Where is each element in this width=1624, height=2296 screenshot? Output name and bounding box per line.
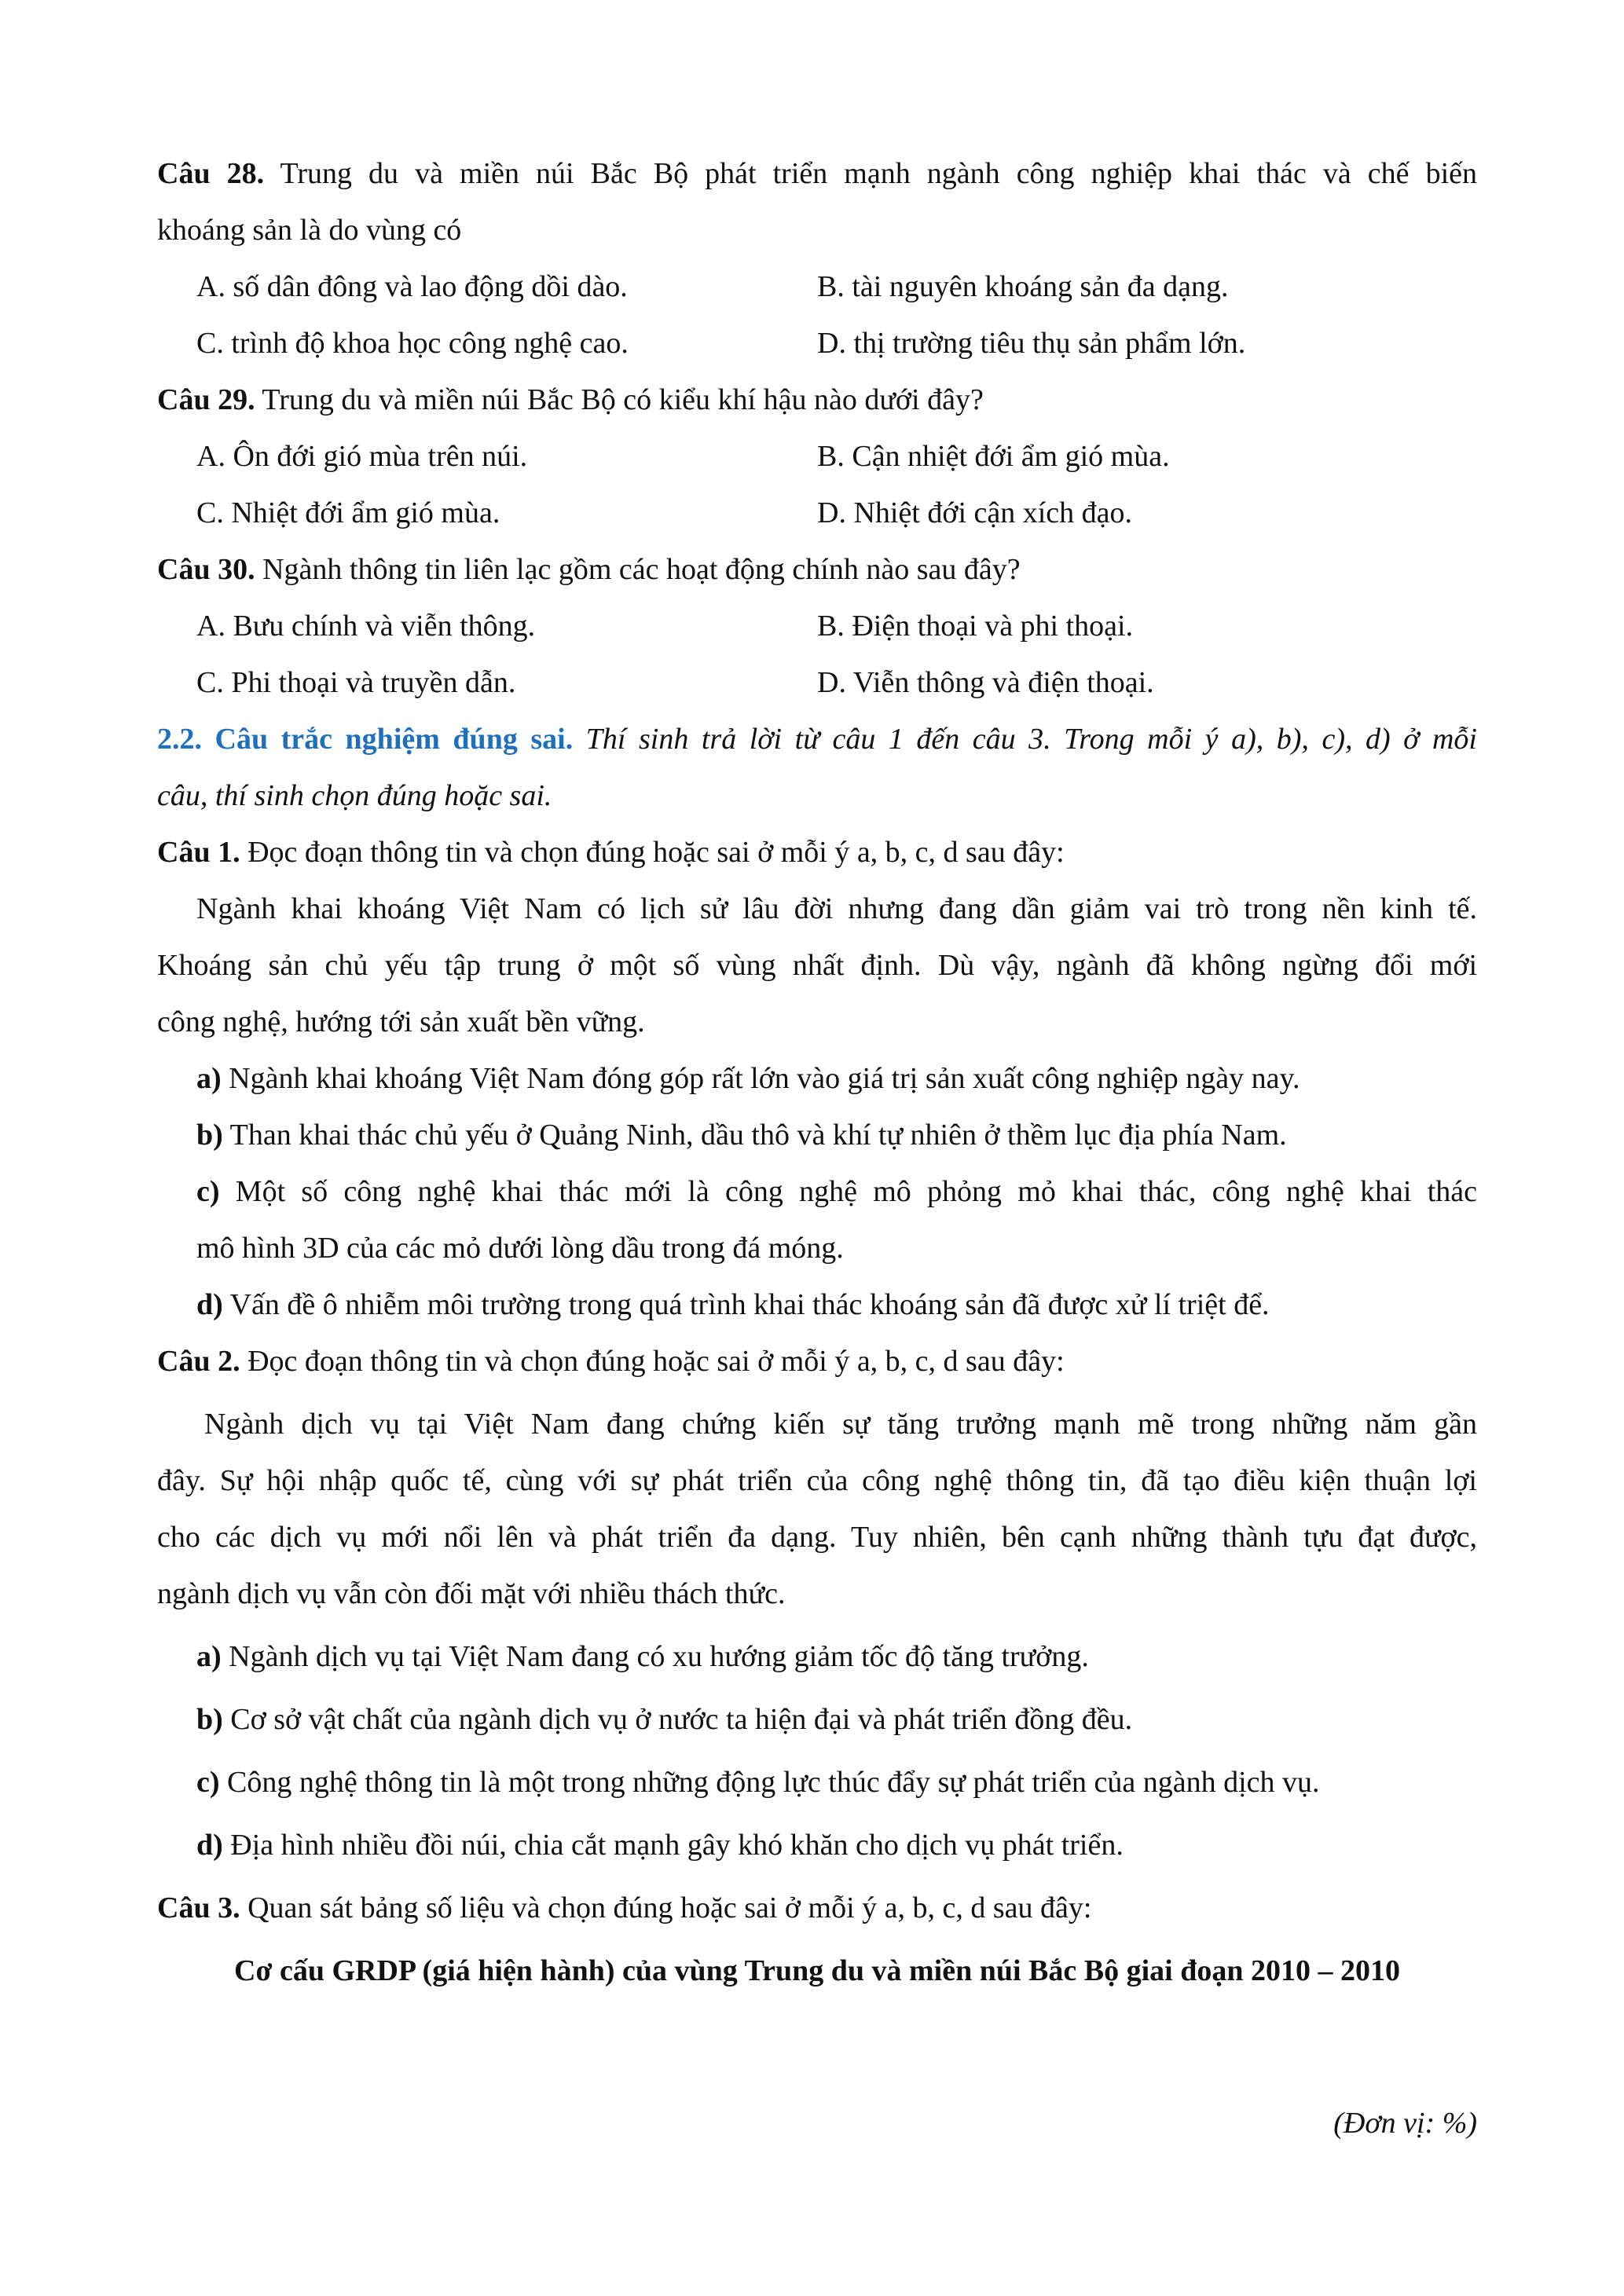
statement-text: Công nghệ thông tin là một trong những động lực thúc đẩy sự phát triển của ngành dịch vụ. <box>219 1766 1320 1799</box>
statement-a <box>157 1050 1477 1107</box>
question-number: Câu 2. <box>157 1345 240 1378</box>
statement-c-cont: mô hình 3D của các mỏ dưới lòng dầu trong đá móng. <box>196 1232 844 1265</box>
document-page <box>157 145 1477 2151</box>
question-text: Trung du và miền núi Bắc Bộ có kiểu khí hậu nào dưới đây? <box>255 383 984 416</box>
passage-line: Ngành khai khoáng Việt Nam có lịch sử lâu đời nhưng đang dần giảm vai trò trong nền kinh tế. <box>196 892 1477 925</box>
tf-question-2 <box>157 1333 1477 1390</box>
question-text: Trung du và miền núi Bắc Bộ phát triển mạnh ngành công nghiệp khai thác và chế biến <box>264 157 1477 190</box>
statement-text: Ngành khai khoáng Việt Nam đóng góp rất lớn vào giá trị sản xuất công nghiệp ngày nay. <box>221 1062 1300 1095</box>
passage-line: cho các dịch vụ mới nổi lên và phát triển đa dạng. Tuy nhiên, bên cạnh những thành tựu đạt được, <box>157 1521 1477 1554</box>
table-unit: (Đơn vị: %) <box>1333 2107 1477 2140</box>
options-row <box>157 598 1477 654</box>
section-heading <box>157 711 1477 767</box>
statement-text: Một số công nghệ khai thác mới là công nghệ mô phỏng mỏ khai thác, công nghệ khai thác <box>219 1175 1477 1208</box>
options-row <box>157 428 1477 485</box>
tf-question-1 <box>157 824 1477 881</box>
question-30 <box>157 541 1477 598</box>
option-a: A. số dân đông và lao động dồi dào. <box>196 270 628 303</box>
option-b: B. Điện thoại và phi thoại. <box>817 610 1134 643</box>
option-b: B. Cận nhiệt đới ẩm gió mùa. <box>817 440 1170 473</box>
passage-line: đây. Sự hội nhập quốc tế, cùng với sự phát triển của công nghệ thông tin, đã tạo điều kiện thuận lợi <box>157 1464 1477 1497</box>
options-row <box>157 315 1477 372</box>
statement-c <box>157 1163 1477 1220</box>
statement-d <box>157 1276 1477 1333</box>
question-number: Câu 29. <box>157 383 255 416</box>
question-28 <box>157 145 1477 202</box>
statement-label: b) <box>196 1119 223 1152</box>
options-row <box>157 485 1477 541</box>
statement-text: Ngành dịch vụ tại Việt Nam đang có xu hướng giảm tốc độ tăng trưởng. <box>221 1640 1089 1673</box>
statement-b <box>157 1691 1477 1748</box>
tf-question-3 <box>157 1880 1477 1936</box>
question-number: Câu 1. <box>157 836 240 869</box>
option-c: C. trình độ khoa học công nghệ cao. <box>196 327 629 360</box>
statement-label: d) <box>196 1829 223 1862</box>
statement-label: a) <box>196 1640 222 1673</box>
option-d: D. thị trường tiêu thụ sản phẩm lớn. <box>817 327 1246 360</box>
options-row <box>157 654 1477 711</box>
options-row <box>157 258 1477 315</box>
passage-line: ngành dịch vụ vẫn còn đối mặt với nhiều thách thức. <box>157 1577 786 1610</box>
question-number: Câu 3. <box>157 1891 240 1924</box>
question-text: Ngành thông tin liên lạc gồm các hoạt động chính nào sau đây? <box>255 553 1021 586</box>
statement-label: b) <box>196 1703 223 1736</box>
statement-text: Địa hình nhiều đồi núi, chia cắt mạnh gây khó khăn cho dịch vụ phát triển. <box>222 1829 1124 1862</box>
statement-text: Than khai thác chủ yếu ở Quảng Ninh, dầu thô và khí tự nhiên ở thềm lục địa phía Nam. <box>222 1119 1287 1152</box>
option-d: D. Nhiệt đới cận xích đạo. <box>817 496 1133 529</box>
statement-label: a) <box>196 1062 222 1095</box>
passage-line: công nghệ, hướng tới sản xuất bền vững. <box>157 1005 645 1038</box>
statement-a <box>157 1628 1477 1685</box>
option-c: C. Nhiệt đới ẩm gió mùa. <box>196 496 500 529</box>
statement-label: c) <box>196 1175 220 1208</box>
section-instructions-cont: câu, thí sinh chọn đúng hoặc sai. <box>157 779 552 812</box>
statement-b <box>157 1107 1477 1163</box>
statement-text: Vấn đề ô nhiễm môi trường trong quá trình khai thác khoáng sản đã được xử lí triệt để. <box>222 1288 1270 1321</box>
option-a: A. Bưu chính và viễn thông. <box>196 610 536 643</box>
statement-d <box>157 1817 1477 1873</box>
section-instructions: Thí sinh trả lời từ câu 1 đến câu 3. Trong mỗi ý a), b), c), d) ở mỗi <box>573 723 1477 756</box>
question-prompt: Quan sát bảng số liệu và chọn đúng hoặc sai ở mỗi ý a, b, c, d sau đây: <box>240 1891 1092 1924</box>
statement-text: Cơ sở vật chất của ngành dịch vụ ở nước ta hiện đại và phát triển đồng đều. <box>222 1703 1133 1736</box>
statement-c <box>157 1754 1477 1811</box>
passage-line: Ngành dịch vụ tại Việt Nam đang chứng kiến sự tăng trưởng mạnh mẽ trong những năm gần <box>204 1408 1477 1441</box>
statement-label: c) <box>196 1766 220 1799</box>
section-title: 2.2. Câu trắc nghiệm đúng sai. <box>157 723 574 756</box>
spacer <box>157 1999 1477 2095</box>
passage-line: Khoáng sản chủ yếu tập trung ở một số vùng nhất định. Dù vậy, ngành đã không ngừng đổi mới <box>157 949 1477 982</box>
question-number: Câu 28. <box>157 157 265 190</box>
option-b: B. tài nguyên khoáng sản đa dạng. <box>817 270 1229 303</box>
question-28-cont: khoáng sản là do vùng có <box>157 214 462 247</box>
question-29 <box>157 372 1477 428</box>
option-a: A. Ôn đới gió mùa trên núi. <box>196 440 528 473</box>
table-title: Cơ cấu GRDP (giá hiện hành) của vùng Trung du và miền núi Bắc Bộ giai đoạn 2010 – 2010 <box>234 1954 1400 1987</box>
option-c: C. Phi thoại và truyền dẫn. <box>196 666 516 699</box>
option-d: D. Viễn thông và điện thoại. <box>817 666 1154 699</box>
question-prompt: Đọc đoạn thông tin và chọn đúng hoặc sai ở mỗi ý a, b, c, d sau đây: <box>240 1345 1065 1378</box>
question-number: Câu 30. <box>157 553 255 586</box>
question-prompt: Đọc đoạn thông tin và chọn đúng hoặc sai ở mỗi ý a, b, c, d sau đây: <box>240 836 1065 869</box>
statement-label: d) <box>196 1288 223 1321</box>
